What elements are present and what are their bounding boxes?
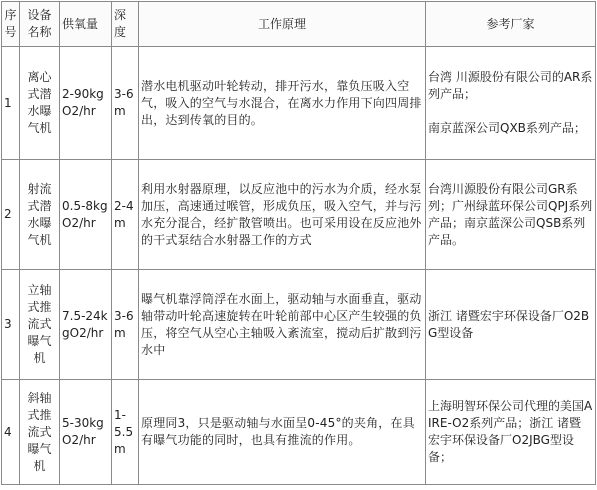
table-row bbox=[2, 270, 596, 380]
row-principle: 曝气机靠浮筒浮在水面上，驱动轴与水面垂直，驱动轴带动叶轮高速旋转在叶轮前部中心区产生较强的负压，将空气从空心主轴吸入紊流室，搅动后扩散到污水中 bbox=[139, 270, 426, 380]
col-header-depth: 深度 bbox=[112, 2, 139, 47]
row-depth: 3-6m bbox=[112, 47, 139, 160]
table-row bbox=[2, 380, 596, 485]
col-header-oxygen: 供氧量 bbox=[60, 2, 112, 47]
maker-line: 上海明智环保公司代理的美国AIRE-O2系列产品；浙江 诸暨宏宇环保设备厂O2JBG型设备； bbox=[428, 399, 593, 464]
col-header-makers: 参考厂家 bbox=[426, 2, 596, 47]
row-oxygen: 0.5-8kgO2/hr bbox=[60, 160, 112, 270]
row-makers bbox=[426, 160, 596, 270]
row-seq: 1 bbox=[2, 47, 20, 160]
row-oxygen: 5-30kgO2/hr bbox=[60, 380, 112, 485]
row-makers bbox=[426, 270, 596, 380]
row-principle: 原理同3，只是驱动轴与水面呈0-45°的夹角，在具有曝气功能的同时，也具有推流的作用。 bbox=[139, 380, 426, 485]
row-principle: 潜水电机驱动叶轮转动，排开污水，靠负压吸入空气，吸入的空气与水混合，在离水力作用下向四周排出，达到传氧的目的。 bbox=[139, 47, 426, 160]
row-device: 立轴式推流式曝气机 bbox=[20, 270, 60, 380]
col-header-seq: 序号 bbox=[2, 2, 20, 47]
row-principle: 利用水射器原理，以反应池中的污水为介质，经水泵加压，高速通过喉管，形成负压，吸入空气，并与污水充分混合，经扩散管喷出。也可采用设在反应池外的干式泵结合水射器工作的方式 bbox=[139, 160, 426, 270]
maker-line: 南京蓝深公司QXB系列产品； bbox=[428, 121, 586, 135]
row-depth: 2-4m bbox=[112, 160, 139, 270]
header-row bbox=[2, 2, 596, 47]
row-makers bbox=[426, 47, 596, 160]
table-row bbox=[2, 47, 596, 160]
maker-line: 台湾川源股份有限公司GR系列；广州绿蓝环保公司QPJ系列产品；南京蓝深公司QSB系列产品。 bbox=[428, 181, 593, 247]
table-row bbox=[2, 160, 596, 270]
row-seq: 4 bbox=[2, 380, 20, 485]
maker-line: 浙江 诸暨宏宇环保设备厂O2BG型设备 bbox=[428, 308, 590, 340]
maker-line: 台湾 川源股份有限公司的AR系列产品； bbox=[428, 70, 593, 101]
row-device: 斜轴式推流式曝气机 bbox=[20, 380, 60, 485]
row-seq: 3 bbox=[2, 270, 20, 380]
col-header-principle: 工作原理 bbox=[139, 2, 426, 47]
row-depth: 1-5.5m bbox=[112, 380, 139, 485]
row-device: 离心式潜水曝气机 bbox=[20, 47, 60, 160]
col-header-device: 设备名称 bbox=[20, 2, 60, 47]
row-makers bbox=[426, 380, 596, 485]
row-oxygen: 7.5-24kgO2/hr bbox=[60, 270, 112, 380]
row-device: 射流式潜水曝气机 bbox=[20, 160, 60, 270]
row-oxygen: 2-90kgO2/hr bbox=[60, 47, 112, 160]
row-seq: 2 bbox=[2, 160, 20, 270]
aerator-table bbox=[1, 1, 596, 485]
row-depth: 3-6m bbox=[112, 270, 139, 380]
